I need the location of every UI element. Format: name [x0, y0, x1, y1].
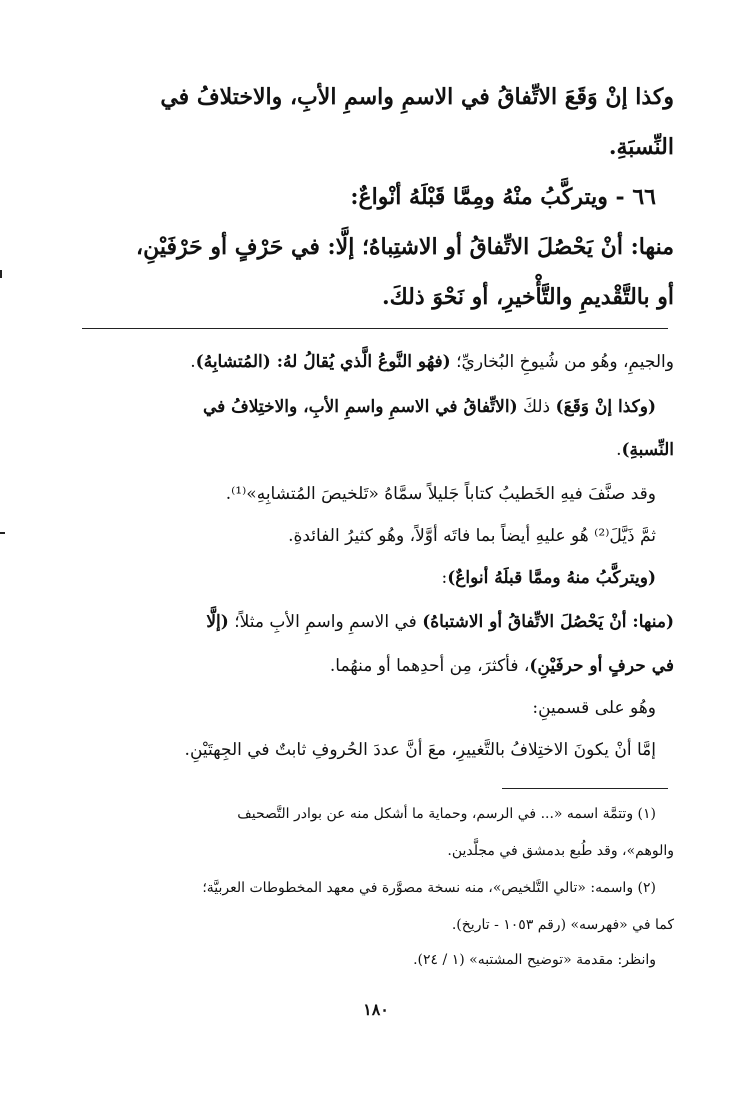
footnote-1-line-2: والوهم»، وقد طُبع بدمشق في مجلَّدين. — [447, 843, 674, 859]
sharh-line-2-bold-b: (الاتِّفاقُ في الاسمِ واسمِ الأبِ، والاختِلافُ في — [202, 397, 518, 417]
sharh-line-2-plain: ذلكَ — [517, 397, 556, 417]
sharh-line-1 — [88, 352, 674, 372]
sharh-line-2-bold-a: (وكذا إنْ وَقَعَ) — [555, 397, 656, 417]
sharh-line-7-bold-a: (منها: أنْ يَحْصُلَ الاتِّفاقُ أو الاشتباهُ) — [422, 612, 674, 632]
footnote-2-line-1: (٢) واسمه: «تالي التَّلخيص»، منه نسخة مصوَّرة في معهد المخطوطات العربيَّة؛ — [202, 880, 656, 896]
sharh-line-1-bold: (فهُو النَّوعُ الَّذي يُقالُ لهُ: (المُتشابِهُ) — [195, 352, 451, 372]
sharh-line-7 — [88, 612, 674, 632]
matn-line-2: النِّسبَةِ. — [608, 134, 674, 160]
sharh-line-5: ثمَّ ذَيَّلَ⁽²⁾ هُو عليهِ أيضاً بما فاتَه أوَّلاً، وهُو كثيرُ الفائدةِ. — [288, 526, 656, 546]
sharh-line-1-end: . — [190, 352, 196, 372]
footnote-3: وانظر: مقدمة «توضيح المشتبه» (١ / ٢٤). — [413, 952, 656, 968]
sharh-line-4: وقد صنَّفَ فيهِ الخَطيبُ كتاباً جَليلاً سمَّاهُ «تَلخيصَ المُتشابِهِ»⁽¹⁾. — [225, 484, 656, 504]
scan-edge-mark — [0, 270, 2, 278]
sharh-line-8 — [88, 656, 674, 676]
matn-line-3-heading: ٦٦ - ويتركَّبُ منْهُ ومِمَّا قَبْلَهُ أنْواعٌ: — [350, 184, 656, 210]
sharh-line-3-end: . — [616, 440, 622, 460]
footnote-divider — [502, 788, 668, 789]
sharh-line-1-plain: والجيمِ، وهُو من شُيوخِ البُخاريِّ؛ — [450, 352, 674, 372]
scan-edge-mark — [0, 532, 5, 534]
sharh-line-3-bold: النِّسبةِ) — [621, 440, 674, 460]
sharh-line-7-bold-b: (إلَّا — [206, 612, 229, 632]
matn-line-4: منها: أنْ يَحْصُلَ الاتِّفاقُ أو الاشتِباهُ؛ إلَّا: في حَرْفٍ أو حَرْفَيْنِ، — [136, 234, 674, 260]
matn-line-1: وكذا إنْ وَقَعَ الاتِّفاقُ في الاسمِ واسمِ الأبِ، والاختلافُ في — [160, 84, 674, 110]
sharh-line-7-plain: في الاسمِ واسمِ الأبِ مثلاً؛ — [228, 612, 423, 632]
sharh-line-6-end: : — [441, 568, 448, 588]
matn-sharh-divider — [82, 328, 668, 329]
sharh-line-2 — [86, 397, 656, 417]
sharh-line-10: إمَّا أنْ يكونَ الاختِلافُ بالتَّغييرِ، معَ أنَّ عددَ الحُروفِ ثابتٌ في الجِهتَيْنِ. — [184, 740, 656, 760]
sharh-line-6 — [86, 568, 656, 588]
sharh-line-6-bold: (ويتركَّبُ منهُ وممَّا قبلَهُ أنواعٌ) — [447, 568, 656, 588]
sharh-line-8-bold: في حرفٍ أو حرفَيْنِ) — [529, 656, 674, 676]
footnote-2-line-2: كما في «فهرسه» (رقم ١٠٥٣ - تاريخ). — [451, 917, 674, 933]
sharh-line-9: وهُو على قسمينِ: — [532, 698, 656, 718]
page-number: ١٨٠ — [363, 1000, 389, 1019]
matn-line-5: أو بالتَّقْديمِ والتَّأْخيرِ، أو نَحْوَ ذلكَ. — [381, 284, 674, 310]
sharh-line-3 — [88, 440, 674, 460]
footnote-1-line-1: (١) وتتمَّة اسمه «... في الرسم، وحماية ما أشكل منه عن بوادر التَّصحيف — [237, 806, 656, 822]
sharh-line-8-plain: ، فأكثرَ، مِن أحدِهما أو منهُما. — [329, 656, 530, 676]
